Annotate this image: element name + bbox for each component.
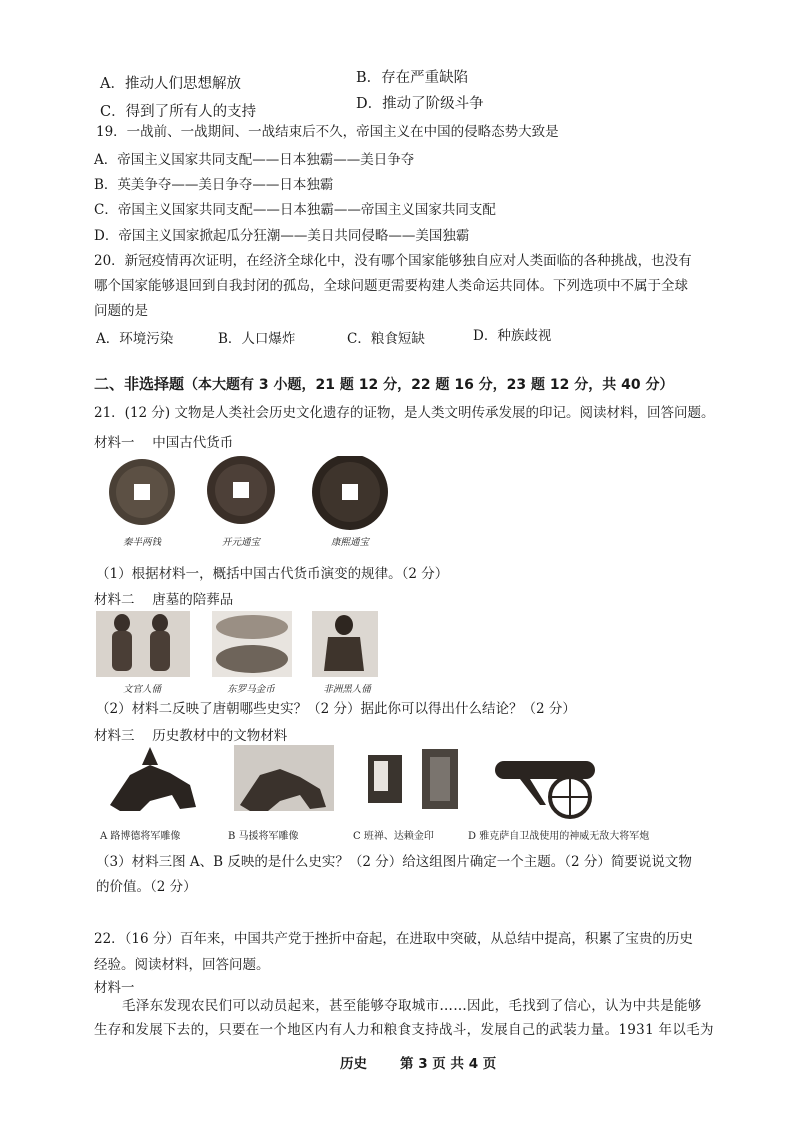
roman-gold-coins-image	[212, 611, 292, 677]
section2-subtitle: （本大题有 3 小题，21 题 12 分，22 题 16 分，23 题 12 分，共 40 分）	[184, 377, 674, 393]
q20-line3: 问题的是	[94, 303, 148, 319]
q19-option-c: C．帝国主义国家共同支配——日本独霸——帝国主义国家共同支配	[94, 202, 496, 218]
q20-line2: 哪个国家能够退回到自我封闭的孤岛，全球问题更需要构建人类命运共同体。下列选项中不属于全球	[94, 278, 688, 294]
golden-seals-image	[368, 749, 458, 809]
coins-figure	[96, 456, 406, 546]
african-figurine-image	[312, 611, 378, 677]
relic-caption-c: C 班禅、达赖金印	[353, 831, 434, 842]
q21-question3-line1: （3）材料三图 A、B 反映的是什么史实？（2 分）给这组图片确定一个主题。（2 分）简要说说文物	[96, 854, 692, 870]
footer-subject: 历史	[340, 1056, 367, 1072]
burial-caption-african: 非洲黑人俑	[323, 684, 371, 695]
relic-caption-a: A 路博德将军雕像	[100, 831, 181, 842]
coin-kaiyuan-image	[207, 456, 275, 524]
burial-goods-figure	[96, 611, 396, 681]
q22-stem-line1: 22．（16 分）百年来，中国共产党于挫折中奋起，在进取中突破，从总结中提高，积累了宝贵的历史	[94, 931, 693, 947]
civil-figurines-image	[96, 611, 190, 677]
q22-stem-line2: 经验。阅读材料，回答问题。	[94, 957, 270, 973]
q18-option-d: D．推动了阶级斗争	[356, 96, 484, 112]
q19-option-d: D．帝国主义国家掀起瓜分狂潮——美日共同侵略——美国独霸	[94, 228, 470, 244]
coin-qin-image	[109, 459, 175, 525]
q19-option-a: A．帝国主义国家共同支配——日本独霸——美日争夺	[94, 152, 415, 168]
q21-material3-label: 材料三 历史教材中的文物材料	[94, 728, 288, 744]
q21-material1-label: 材料一 中国古代货币	[94, 435, 234, 451]
q20-option-d: D．种族歧视	[473, 328, 552, 344]
q21-stem: 21．(12 分) 文物是人类社会历史文化遗存的证物，是人类文明传承发展的印记。阅读材料，回答问题。	[94, 405, 715, 421]
relic-caption-b: B 马援将军雕像	[228, 831, 299, 842]
q18-option-b: B．存在严重缺陷	[356, 70, 469, 86]
q19-option-b: B．英美争夺——美日争夺——日本独霸	[94, 177, 334, 193]
coin-kangxi-image	[312, 456, 388, 530]
q21-question2: （2）材料二反映了唐朝哪些史实？（2 分）据此你可以得出什么结论？（2 分）	[96, 701, 576, 717]
q20-option-a: A．环境污染	[96, 331, 174, 347]
q20-option-c: C．粮食短缺	[347, 331, 425, 347]
coin-caption-kaiyuan: 开元通宝	[221, 537, 260, 548]
burial-caption-civil: 文官人俑	[122, 684, 161, 695]
q18-option-c: C．得到了所有人的支持	[100, 104, 257, 120]
coin-caption-kangxi: 康熙通宝	[330, 537, 369, 548]
burial-caption-roman-coin: 东罗马金币	[227, 684, 275, 695]
q21-question3-line2: 的价值。（2 分）	[96, 879, 197, 895]
lu-bode-statue-image	[110, 747, 196, 811]
cannon-image	[495, 761, 595, 817]
q21-question1: （1）根据材料一，概括中国古代货币演变的规律。（2 分）	[96, 566, 449, 582]
ma-yuan-statue-image	[234, 745, 334, 811]
footer-page-number: 第 3 页 共 4 页	[400, 1056, 497, 1072]
relic-caption-d: D 雅克萨自卫战使用的神威无敌大将军炮	[468, 831, 650, 842]
q22-material1-line1: 毛泽东发现农民们可以动员起来，甚至能够夺取城市……因此，毛找到了信心，认为中共是能够	[122, 998, 702, 1014]
q18-option-a: A．推动人们思想解放	[100, 76, 241, 92]
q22-material1-line2: 生存和发展下去的，只要在一个地区内有人力和粮食支持战斗，发展自己的武装力量。1931 年以毛为	[94, 1022, 714, 1038]
q21-material2-label: 材料二 唐墓的陪葬品	[94, 592, 234, 608]
section2-heading	[94, 373, 674, 394]
q22-material1-label: 材料一	[94, 980, 135, 996]
coin-caption-qin: 秦半两钱	[122, 537, 161, 548]
q20-option-b: B．人口爆炸	[218, 331, 296, 347]
q20-line1: 20．新冠疫情再次证明，在经济全球化中，没有哪个国家能够独自应对人类面临的各种挑战，也没有	[94, 253, 692, 269]
relics-figure	[100, 745, 660, 825]
section2-title: 二、非选择题	[94, 375, 185, 393]
q19-stem: 19．一战前、一战期间、一战结束后不久，帝国主义在中国的侵略态势大致是	[96, 124, 559, 140]
